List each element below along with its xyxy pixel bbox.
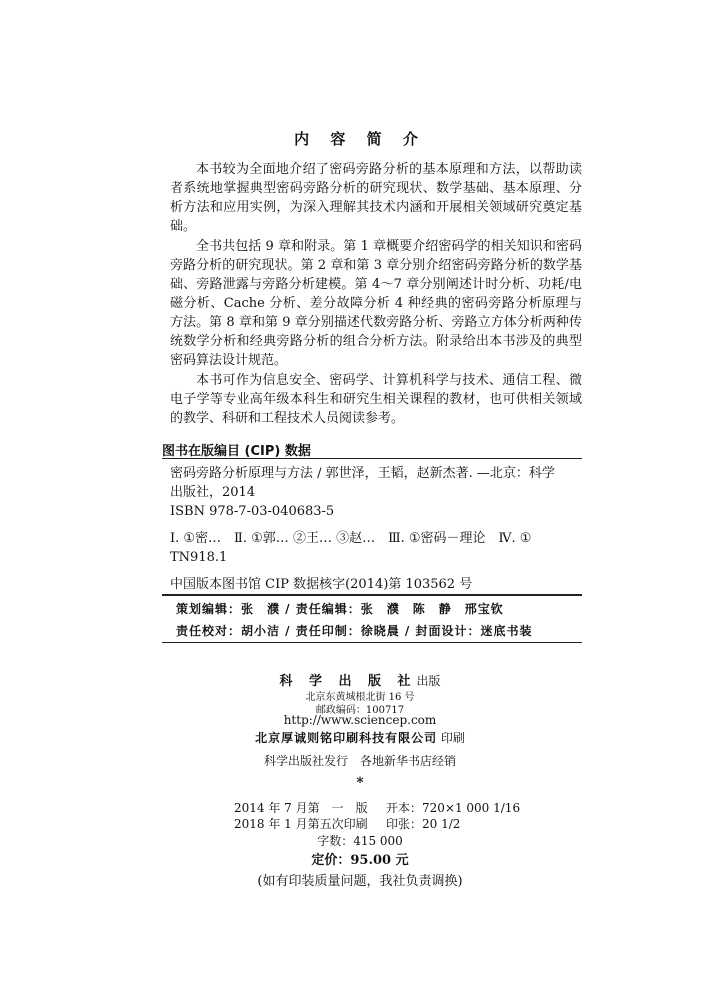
sheet-count: 印张：20 1/2 [386, 817, 461, 831]
cip-gap [170, 521, 582, 529]
quality-note: (如有印装质量问题，我社负责调换) [257, 874, 463, 889]
publisher-logo-text: 科 学 出 版 社 [279, 674, 417, 689]
cip-data-block [170, 464, 582, 594]
cip-gap [170, 567, 582, 575]
cip-line-citation-cont: 出版社，2014 [170, 485, 256, 500]
page-title: 内 容 简 介 [294, 130, 426, 148]
publisher-name [0, 670, 720, 689]
summary-section [170, 160, 582, 429]
word-count: 字数：415 000 [317, 834, 403, 848]
publisher-suffix: 出版 [416, 674, 441, 688]
staff-line-editors: 策划编辑：张 濮 / 责任编辑：张 濮 陈 静 邢宝钦 [176, 602, 504, 616]
cip-top-rule [162, 458, 582, 459]
cip-line-subjects: Ⅰ. ①密… Ⅱ. ①郭… ②王… ③赵… Ⅲ. ①密码－理论 Ⅳ. ① [170, 531, 532, 546]
edition-row-1 [234, 799, 520, 816]
staff-top-rule [162, 594, 582, 596]
printer-name: 北京厚诚则铭印刷科技有限公司 [255, 731, 438, 745]
distribution-line: 科学出版社发行 各地新华书店经销 [263, 754, 456, 768]
price: 定价：95.00 元 [311, 853, 409, 868]
cip-heading: 图书在版编目 (CIP) 数据 [162, 444, 311, 459]
cip-line-classification: TN918.1 [170, 550, 228, 565]
printer-suffix: 印刷 [440, 731, 465, 745]
staff-bottom-rule [162, 642, 582, 643]
publisher-address: 北京东黄城根北街 16 号 [305, 692, 415, 703]
separator-star: * [356, 775, 364, 791]
staff-line-production: 责任校对：胡小洁 / 责任印制：徐晓晨 / 封面设计：迷底书装 [176, 624, 533, 638]
publisher-url: http://www.sciencep.com [283, 713, 437, 727]
edition-row-2 [234, 815, 460, 832]
summary-paragraph-1: 本书较为全面地介绍了密码旁路分析的基本原理和方法，以帮助读者系统地掌握典型密码旁路分析的研究现状、数学基础、基本原理、分析方法和应用实例，为深入理解其技术内涵和开展相关领域研究奠定基础。 [170, 162, 582, 234]
summary-paragraph-3: 本书可作为信息安全、密码学、计算机科学与技术、通信工程、微电子学等专业高年级本科生和研究生相关课程的教材，也可供相关领域的教学、科研和工程技术人员阅读参考。 [170, 373, 582, 426]
printing-date: 2018 年 1 月第五次印刷 [234, 817, 368, 831]
publisher-postcode: 邮政编码：100717 [315, 705, 405, 716]
format-size: 开本：720×1 000 1/16 [386, 801, 521, 815]
printer-line [0, 729, 720, 746]
cip-line-isbn: ISBN 978-7-03-040683-5 [170, 504, 335, 519]
edition-date: 2014 年 7 月第 一 版 [234, 801, 368, 815]
cip-line-record-number: 中国版本图书馆 CIP 数据核字(2014)第 103562 号 [170, 577, 473, 592]
summary-paragraph-2: 全书共包括 9 章和附录。第 1 章概要介绍密码学的相关知识和密码旁路分析的研究现状。第 2 章和第 3 章分别介绍密码旁路分析的数学基础、旁路泄露与旁路分析建模。第 4～7 章分别阐述计时分析、功耗/电磁分析、Cache 分析、差分故障分析 4 种经典的密码旁路分析原理与方法。第 8 章和第 9 章分别描述代数旁路分析、旁路立方体分析两种传统数学分析和经典旁路分析的组合分析方法。附录给出本书涉及的典型密码算法设计规范。 [170, 239, 582, 368]
cip-line-citation: 密码旁路分析原理与方法 / 郭世泽，王韬，赵新杰著. —北京：科学 [170, 466, 555, 481]
